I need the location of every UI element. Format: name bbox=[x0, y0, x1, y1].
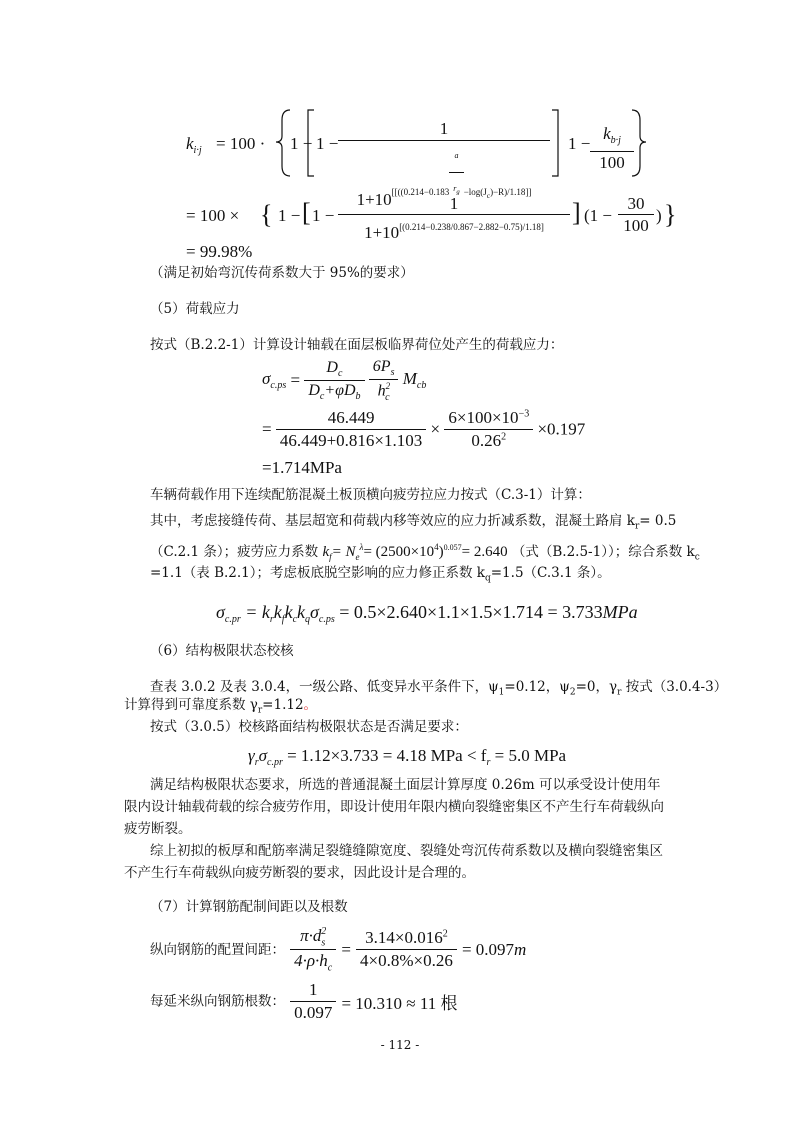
sigma-cps-l2-f1-num: 46.449 bbox=[276, 408, 426, 430]
document-page: $k_{i\cdot j}$ = 100 · 1 − 1 − 1 1+10[[((0.214−0.183 a rg −log(Jc)−R)/1.18]] 1 − $k_{b\cdot j}$ 100 = 100 × { 1 − [ 1 − 1 1+10[(0.214−0.238/0.867−2.882−0.75)/1.18] ] (1 − $\frac{30}{100}$ ) } = 99.98% （满足初始弯沉传荷系数大于 95%的要求） （5）荷载应力 按式（B.2.2-1）计算设计轴载在面层板临界荷位处产生的荷载应力： $\sigma_{c.ps}$ = $\frac{D_c}{D_c+\varphi D_b}$ $\frac{6P_s}{h^2_c}$ $M_{cb}$ = $\frac{46.449}{46.449+0.816\times 1.103}$ × $\frac{6\times 100\times 10^{-3}}{0.26^2}$ ×0.197 =1.714MPa 车辆荷载作用下连续配筋混凝土板顶横向疲劳拉应力按式（C.3-1）计算： 其中，考虑接缝传荷、基层超宽和荷载内移等效应的应力折减系数，混凝土路肩 $k_r= 0.5$ （C.2.1 条）；疲劳应力系数 $k_f= N_e^\lambda= (2500\times 10^4)^{0.057}= 2.640$ （式（B.2.5-1））；综合系数 $k_c$ =1.1（表 B.2.1）；考虑板底脱空影响的应力修正系数 $k_q=1.5(C.3.1$ 条）。 $\sigma_{c.pr} = k_rk_fk_ck_q\sigma_{c.ps} = 0.5\times 2.640\times 1.1\times 1.5\times 1.714 = 3.733MPa$ （6）结构极限状态校核 查表 3.0.2 及表 3.0.4，一级公路、低变异水平条件下，$\psi_1=0.12$，$\psi_2=0$，$\gamma_r$ 按式（3.0.4-3） 计算得到可靠度系数 $\gamma_r=1.12$。 按式（3.0.5）校核路面结构极限状态是否满足要求： $\gamma_r\sigma_{c.pr} = 1.12\times 3.733 = 4.18$ MPa < $f_r = 5.0$ MPa 满足结构极限状态要求，所选的普通混凝土面层计算厚度 0.26m 可以承受设计使用年 限内设计轴载荷载的综合疲劳作用，即设计使用年限内横向裂缝密集区不产生行车荷载纵向 疲劳断裂。 综上初拟的板厚和配筋率满足裂缝缝隙宽度、裂缝处弯沉传荷系数以及横向裂缝密集区 不产生行车荷载纵向疲劳断裂的要求，因此设计是合理的。 （7）计算钢筋配制间距以及根数 纵向钢筋的配置间距： $\frac{\pi\cdot d_s^2}{4\cdot\rho\cdot h_c}$ = $\frac{3.14\times 0.016^2}{4\times 0.8\%\times 0.26}$ = 0.097m 每延米纵向钢筋根数： $\frac{1}{0.097}$ = 10.310 ≈ 11 根 - 112 - bbox=[0, 0, 800, 1132]
formula-sigma-cps-values: = $\frac{46.449}{46.449+0.816\times 1.103}$ × $\frac{6\times 100\times 10^{-3}}{0.26^2}$ ×0.197 bbox=[262, 408, 586, 450]
kf-ne-sup: λ bbox=[359, 542, 364, 552]
kij-sub-one-minus: 1 − bbox=[278, 206, 301, 225]
kij-lhs-sub: i·j bbox=[193, 145, 202, 156]
limit-rest: = 1.12×3.733 = 4.18 MPa < f bbox=[282, 746, 487, 765]
kij-exp-frac-den: r bbox=[453, 184, 457, 193]
kij-den-base: 1+10 bbox=[356, 190, 392, 209]
limit-f-sub: r bbox=[486, 757, 491, 768]
kij-lhs: k bbox=[186, 134, 194, 153]
sigma-cpr-kc: k bbox=[284, 602, 293, 622]
para6-a-sub1: 1 bbox=[498, 687, 505, 698]
limit-sigma: σ bbox=[258, 746, 267, 765]
para-fatigue-2b-start: （C.2.1 条）；疲劳应力系数 bbox=[150, 544, 319, 560]
kij-sub-right-den: 100 bbox=[623, 216, 649, 235]
para-fatigue-3-sub: q bbox=[484, 573, 491, 584]
kf-paren-close-sup: 0.057 bbox=[443, 543, 462, 552]
sigma-cps-f1-den-mid: +φD bbox=[324, 381, 356, 399]
kij-sub-den-base: 1+10 bbox=[364, 223, 400, 242]
sigma-cpr-f-sub: f bbox=[281, 614, 285, 625]
para6-e1: 综上初拟的板厚和配筋率满足裂缝缝隙宽度、裂缝处弯沉传荷系数以及横向裂缝密集区 bbox=[150, 843, 663, 859]
kij-one-minus: 1 − bbox=[290, 134, 313, 153]
kf-paren-sup: 4 bbox=[434, 542, 439, 552]
sigma-cps-l2-f2-num-sup: −3 bbox=[518, 408, 530, 420]
para6-d3: 疲劳断裂。 bbox=[124, 821, 192, 837]
kf-result: = 2.640 bbox=[461, 544, 508, 560]
para6-a-mid: =0.12，ψ bbox=[504, 679, 570, 695]
kij-exp-frac-den-sub: g bbox=[456, 188, 460, 196]
spacing-f1-num: π·d bbox=[300, 926, 322, 945]
para6-c: 按式（3.0.5）校核路面结构极限状态是否满足要求： bbox=[150, 719, 468, 735]
sigma-cpr-sub: c.pr bbox=[224, 614, 241, 625]
sigma-cpr-r-sub: r bbox=[269, 614, 274, 625]
sigma-cps-l2-f2-den: 0.26 bbox=[471, 431, 502, 450]
sigma-cpr-sig: σ bbox=[310, 602, 319, 622]
section-7-title: （7）计算钢筋配制间距以及根数 bbox=[150, 899, 348, 915]
limit-sigma-sub: c.pr bbox=[267, 757, 283, 768]
sigma-cps-l2-times: × bbox=[430, 419, 441, 439]
count-label: 每延米纵向钢筋根数： bbox=[150, 993, 285, 1010]
para-fatigue-2b-end-sub: c bbox=[694, 552, 700, 563]
para6-b-sub: r bbox=[257, 705, 263, 716]
para-fatigue-1: 车辆荷载作用下连续配筋混凝土板顶横向疲劳拉应力按式（C.3-1）计算： bbox=[150, 487, 591, 503]
para6-a-text: 查表 3.0.2 及表 3.0.4，一级公路、低变异水平条件下，ψ bbox=[150, 679, 499, 695]
formula-count bbox=[150, 980, 457, 1023]
page-number: - 112 - bbox=[380, 1038, 420, 1052]
sigma-cps-f1-num: D bbox=[326, 358, 338, 376]
sigma-cps-lhs: σ bbox=[262, 369, 271, 389]
section-5-title: （5）荷载应力 bbox=[150, 301, 240, 317]
section-6-title: （6）结构极限状态校核 bbox=[150, 643, 294, 659]
para-fatigue-2a bbox=[150, 510, 676, 538]
para6-d2: 限内设计轴载荷载的综合疲劳作用，即设计使用年限内横向裂缝密集区不产生行车荷载纵向 bbox=[124, 799, 664, 815]
kij-eq: = 100 · bbox=[216, 134, 266, 153]
limit-end: = 5.0 MPa bbox=[490, 746, 567, 765]
spacing-f1-den: 4·ρ·h bbox=[294, 951, 328, 971]
count-result: = 10.310 ≈ 11 根 bbox=[341, 994, 458, 1013]
para6-b-dot: 。 bbox=[303, 697, 318, 713]
sigma-cpr-kq: k bbox=[297, 602, 306, 622]
kf-formula: k bbox=[322, 544, 330, 560]
sigma-cps-l2-f1-den: 46.449+0.816×1.103 bbox=[279, 431, 423, 450]
kij-note: （满足初始弯沉传荷系数大于 95%的要求） bbox=[150, 265, 414, 281]
sigma-cps-f2-den-sub: c bbox=[385, 391, 390, 403]
sigma-cps-tail-sub: cb bbox=[416, 380, 427, 392]
spacing-f1-num-sub: s bbox=[321, 937, 326, 949]
sigma-cps-f2-den: h bbox=[377, 382, 386, 400]
kf-paren-close: ) bbox=[438, 544, 444, 560]
para6-d1: 满足结构极限状态要求，所选的普通混凝土面层计算厚度 0.26m 可以承受设计使用年 bbox=[150, 777, 661, 793]
kij-num: 1 bbox=[338, 118, 550, 141]
sigma-cps-l2-tail: ×0.197 bbox=[537, 419, 586, 439]
spacing-f1-den-sub: c bbox=[327, 962, 333, 974]
count-num: 1 bbox=[290, 980, 336, 1002]
sigma-cps-tail: M bbox=[402, 369, 417, 389]
para6-a-mid2: =0，γ bbox=[575, 679, 618, 695]
kf-sub: f bbox=[329, 552, 332, 562]
kij-right-den: 100 bbox=[599, 153, 625, 172]
sigma-cps-f1-num-sub: c bbox=[337, 367, 343, 379]
sigma-cps-f2-num: 6P bbox=[372, 358, 391, 375]
kij-exp-prefix: (0.214−0.183 bbox=[400, 187, 450, 197]
sigma-cpr-c-sub: c bbox=[292, 614, 298, 625]
para-fatigue-3-end: =1.5（C.3.1 条）。 bbox=[490, 565, 611, 581]
spacing-f1-num-sup: 2 bbox=[321, 926, 327, 938]
kf-eq: = N bbox=[331, 544, 356, 560]
spacing-result: = 0.097 bbox=[461, 939, 515, 959]
para6-b-end: =1.12 bbox=[262, 697, 304, 713]
spacing-unit: m bbox=[514, 939, 527, 959]
spacing-f2-den: 4×0.8%×0.26 bbox=[360, 951, 453, 971]
para6-b-text: 计算得到可靠度系数 γ bbox=[124, 697, 258, 713]
sigma-cps-f1-den-sub2: b bbox=[355, 391, 361, 403]
sigma-cpr-numbers: = 0.5×2.640×1.1×1.5×1.714 = 3.733 bbox=[334, 602, 603, 622]
sigma-cps-lhs-sub: c.ps bbox=[270, 380, 287, 392]
kij-sub-inner-one-minus: 1 − bbox=[312, 206, 335, 225]
spacing-f2-num: 3.14×0.016 bbox=[365, 928, 443, 948]
kij-right-num-sub: b·j bbox=[610, 135, 621, 146]
sigma-cps-f1-den-sub: c bbox=[319, 391, 325, 403]
kij-result: = 99.98% bbox=[186, 242, 253, 261]
kij-exp-suffix: −log(J bbox=[463, 187, 487, 197]
sigma-cpr-sig-sub: c.ps bbox=[318, 614, 335, 625]
kij-exp-tail: )−R)/1.18 bbox=[490, 187, 526, 197]
formula-sigma-cpr bbox=[216, 602, 638, 625]
kij-right-one-minus: 1 − bbox=[568, 134, 591, 153]
sigma-cps-l2-f2-num: 6×100×10 bbox=[448, 408, 519, 427]
sigma-cpr-q-sub: q bbox=[305, 614, 311, 625]
sigma-cpr-rest: = k bbox=[240, 602, 270, 622]
kij-sub-eq: = 100 × bbox=[186, 206, 240, 225]
sigma-cpr-kf: k bbox=[273, 602, 282, 622]
para6-a-sub3: r bbox=[617, 687, 622, 698]
sigma-cps-result: =1.714MPa bbox=[262, 458, 342, 477]
para-fatigue-3-text: =1.1（表 B.2.1）；考虑板底脱空影响的应力修正系数 k bbox=[150, 565, 485, 581]
sigma-cps-f2-num-sub: s bbox=[390, 367, 395, 379]
para-fatigue-2a-end: = 0.5 bbox=[639, 513, 677, 529]
para-fatigue-2b-end: （式（B.2.5-1））；综合系数 k bbox=[511, 544, 695, 560]
limit-gamma: γ bbox=[248, 746, 255, 765]
count-den: 0.097 bbox=[294, 1003, 333, 1022]
kij-sub-right-num: 30 bbox=[618, 194, 654, 215]
kij-inner-one-minus: 1 − bbox=[316, 134, 339, 153]
formula-limit-check bbox=[248, 746, 566, 768]
sigma-cpr-text: σ bbox=[216, 602, 225, 622]
kij-sub-paren-open: (1 − bbox=[584, 206, 612, 225]
sigma-cps-l2-f2-den-sup: 2 bbox=[501, 431, 507, 443]
kij-sub-exp: [(0.214−0.238/0.867−2.882−0.75)/1.18] bbox=[399, 222, 544, 232]
para-fatigue-3 bbox=[150, 562, 611, 590]
kij-exp-frac-num: a bbox=[449, 141, 463, 173]
para6-a-end: 按式（3.0.4-3） bbox=[621, 679, 728, 695]
limit-gamma-sub: r bbox=[254, 757, 259, 768]
para-fatigue-2a-text: 其中，考虑接缝传荷、基层超宽和荷载内移等效应的应力折减系数，混凝土路肩 k bbox=[150, 513, 635, 529]
spacing-label: 纵向钢筋的配置间距： bbox=[150, 941, 285, 958]
spacing-f2-num-sup: 2 bbox=[442, 928, 448, 940]
kij-sub-num: 1 bbox=[338, 194, 570, 215]
formula-sigma-cps: $\sigma_{c.ps}$ = $\frac{D_c}{D_c+\varphi D_b}$ $\frac{6P_s}{h^2_c}$ $M_{cb}$ bbox=[262, 358, 427, 403]
kij-right-num: k bbox=[603, 124, 611, 143]
para6-e2: 不产生行车荷载纵向疲劳断裂的要求，因此设计是合理的。 bbox=[124, 865, 475, 881]
kf-paren: = (2500×10 bbox=[363, 544, 435, 560]
formula-spacing: 纵向钢筋的配置间距： $\frac{\pi\cdot d_s^2}{4\cdot\rho\cdot h_c}$ = $\frac{3.14\times 0.016^2}{4\times 0.8\%\times 0.26}$ = 0.097m bbox=[150, 926, 527, 974]
sigma-cps-f2-den-sup: 2 bbox=[385, 381, 391, 392]
sigma-cps-f1-den: D bbox=[308, 381, 320, 399]
para-fatigue-2a-sub: r bbox=[634, 521, 640, 532]
kf-ne-sub: e bbox=[355, 552, 360, 562]
para6-a-sub2: 2 bbox=[569, 687, 576, 698]
kij-sub-paren-close: ) bbox=[656, 206, 662, 225]
sigma-cpr-unit: MPa bbox=[602, 602, 638, 622]
kij-exp-suffix-sub: c bbox=[486, 190, 491, 200]
section-5-intro: 按式（B.2.2-1）计算设计轴载在面层板临界荷位处产生的荷载应力： bbox=[150, 337, 564, 353]
